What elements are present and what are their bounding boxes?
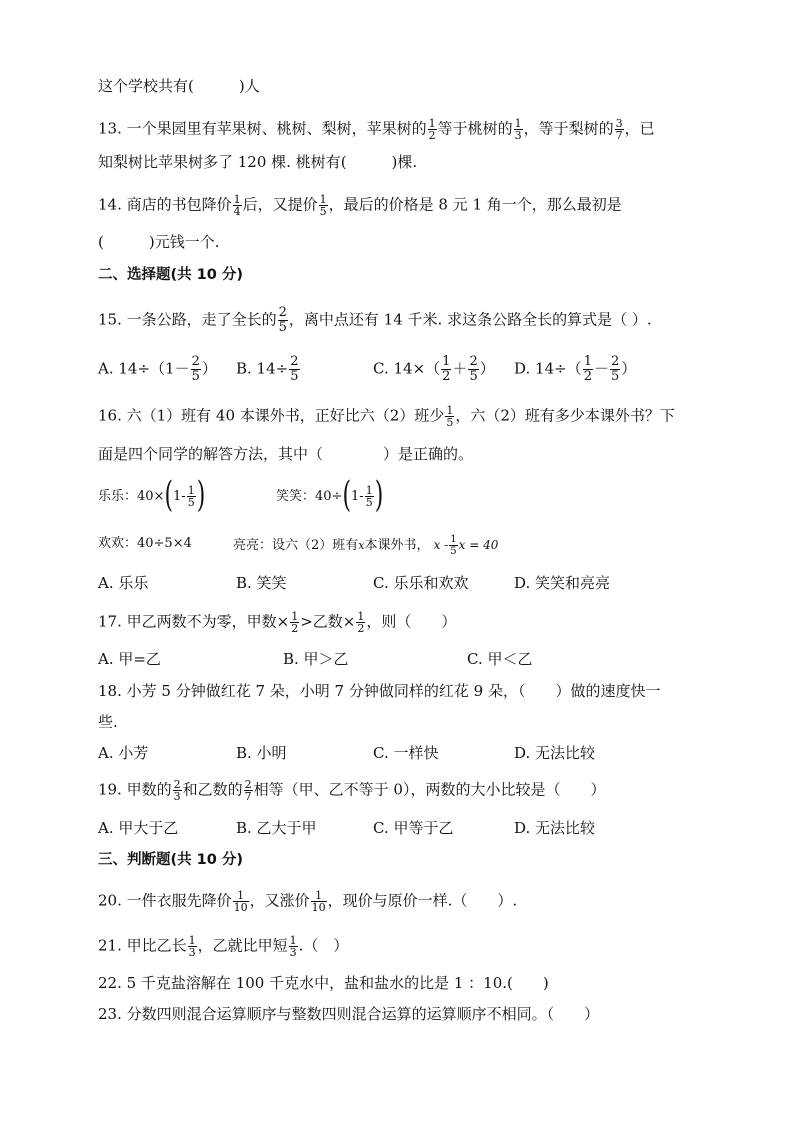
question-19 [98,779,605,802]
fraction: $\frac{2}{3}$ [173,778,181,803]
text: 乐乐：40× [98,489,165,504]
question-16-line-2: 面是四个同学的解答方法，其中（ ）是正确的。 [98,445,474,463]
fraction: $\frac{3}{7}$ [615,117,623,142]
text: C. 14×（ [373,359,441,378]
text: x - [433,538,449,552]
fraction: $\frac{1}{3}$ [289,934,297,959]
text: B. 14÷ [236,359,289,378]
fraction: $\frac{1}{4}$ [233,193,241,218]
text: 21. 甲比乙长 [98,936,187,955]
q16-method-huanhuan: 欢欢：40÷5×4 [98,536,192,551]
section-heading-choice: 二、选择题(共 10 分) [98,267,244,283]
q18-option-c[interactable]: C. 一样快 [373,744,439,762]
question-14-line-1 [98,194,622,217]
q15-option-b[interactable] [236,355,301,384]
text: 16. 六（1）班有 40 本课外书，正好比六（2）班少 [98,406,445,425]
question-21 [98,935,348,958]
fraction: $\frac{1}{10}$ [233,889,248,914]
text: ，六（2）班有多少本课外书？下 [455,406,675,425]
text: ，等于梨树的 [523,119,614,138]
paren: ( [164,475,174,516]
text: 和乙数的 [182,780,243,799]
text: >乙数× [300,612,356,631]
fraction: $\frac{2}{5}$ [290,354,299,384]
question-14-line-2: ( )元钱一个. [98,233,220,251]
fraction: $\frac{1}{3}$ [188,934,196,959]
fraction: $\frac{2}{5}$ [191,354,200,384]
text: D. 14÷（ [514,359,582,378]
text: A. 14÷（1－ [98,359,190,378]
q17-option-a[interactable]: A. 甲=乙 [98,650,161,668]
fraction: $\frac{1}{2}$ [583,354,592,384]
paren: ( [342,475,352,516]
text: ＋ [452,359,468,378]
text: 17. 甲乙两数不为零，甲数× [98,612,290,631]
fraction: $\frac{1}{2}$ [291,610,299,635]
q19-option-b[interactable]: B. 乙大于甲 [236,819,317,837]
q15-option-a[interactable] [98,355,217,384]
fraction: $\frac{1}{5}$ [319,193,327,218]
text: 亮亮：设六（2）班有 [233,538,359,553]
text: 等于桃树的 [437,119,513,138]
text: .（ ） [298,936,349,955]
q16-option-b[interactable]: B. 笑笑 [236,574,287,592]
text: ，则（ ） [366,612,457,631]
q16-method-liangliang [233,534,498,557]
question-18-line-1: 18. 小芳 5 分钟做红花 7 朵，小明 7 分钟做同样的红花 9 朵，（ ）做的速度快一 [98,682,661,700]
q19-option-c[interactable]: C. 甲等于乙 [373,819,454,837]
text: 1- [351,489,364,504]
text: 15. 一条公路，走了全长的 [98,310,277,329]
question-18-line-2: 些. [98,713,118,731]
text: ） [479,359,495,378]
q19-option-a[interactable]: A. 甲大于乙 [98,819,179,837]
text: ） [201,359,217,378]
q15-option-d[interactable] [514,355,636,384]
text: 笑笑：40÷ [276,489,343,504]
q17-option-c[interactable]: C. 甲＜乙 [467,650,533,668]
fraction: $\frac{1}{10}$ [311,889,326,914]
q16-option-a[interactable]: A. 乐乐 [98,574,149,592]
q18-option-b[interactable]: B. 小明 [236,744,287,762]
q16-method-lele [98,475,206,516]
question-16-line-1 [98,405,675,428]
question-23: 23. 分数四则混合运算顺序与整数四则混合运算的运算顺序不相同。（ ） [98,1005,600,1023]
q18-option-a[interactable]: A. 小芳 [98,744,149,762]
text: ，已 [624,119,655,138]
fraction: $\frac{1}{2}$ [428,117,436,142]
question-15 [98,306,652,335]
fraction: $\frac{1}{2}$ [442,354,451,384]
q15-option-c[interactable] [373,355,495,384]
q18-option-d[interactable]: D. 无法比较 [514,744,596,762]
text: 14. 商店的书包降价 [98,195,232,214]
section-heading-judgement: 三、判断题(共 10 分) [98,852,244,868]
question-17 [98,611,456,634]
q16-option-d[interactable]: D. 笑笑和亮亮 [514,574,611,592]
q12-continuation: 这个学校共有( )人 [98,77,260,95]
question-13-line-2: 知梨树比苹果树多了 120 棵. 桃树有( )棵. [98,153,418,171]
fraction: $\frac{2}{5}$ [610,354,620,384]
text: ，乙就比甲短 [197,936,288,955]
text: 1- [173,489,186,504]
question-20 [98,890,517,913]
fraction: $\frac{2}{7}$ [244,778,252,803]
fraction: $\frac{1}{3}$ [514,117,522,142]
fraction: $\frac{2}{5}$ [469,354,478,384]
text: ，离中点还有 14 千米. 求这条公路全长的算式是（ ）. [288,310,652,329]
text: x = 40 [458,538,499,552]
question-22: 22. 5 千克盐溶解在 100 千克水中，盐和盐水的比是 1 ：10.( ) [98,974,549,992]
text: 本课外书， [364,538,430,553]
variable: x [358,539,365,552]
paren: ) [374,475,384,516]
fraction: $\frac{1}{5}$ [446,404,454,429]
text: 13. 一个果园里有苹果树、桃树、梨树，苹果树的 [98,119,427,138]
text: ） [621,359,637,378]
text: ，又涨价 [249,891,310,910]
fraction: $\frac{2}{5}$ [278,305,287,335]
fraction: $\frac{1}{2}$ [357,610,365,635]
paren: ) [196,475,206,516]
text: 相等（甲、乙不等于 0），两数的大小比较是（ ） [253,780,606,799]
q19-option-d[interactable]: D. 无法比较 [514,819,596,837]
text: ，现价与原价一样.（ ）. [327,891,518,910]
fraction: $\frac{1}{5}$ [450,534,457,557]
text: ，最后的价格是 8 元 1 角一个，那么最初是 [328,195,622,214]
q16-method-xiaoxiao [276,475,384,516]
fraction: $\frac{1}{5}$ [187,484,195,509]
question-13-line-1 [98,118,655,141]
text: 后，又提价 [242,195,318,214]
text: － [593,359,609,378]
fraction: $\frac{1}{5}$ [365,484,373,509]
q16-option-c[interactable]: C. 乐乐和欢欢 [373,574,469,592]
q17-option-b[interactable]: B. 甲＞乙 [283,650,349,668]
text: 20. 一件衣服先降价 [98,891,232,910]
text: 19. 甲数的 [98,780,172,799]
